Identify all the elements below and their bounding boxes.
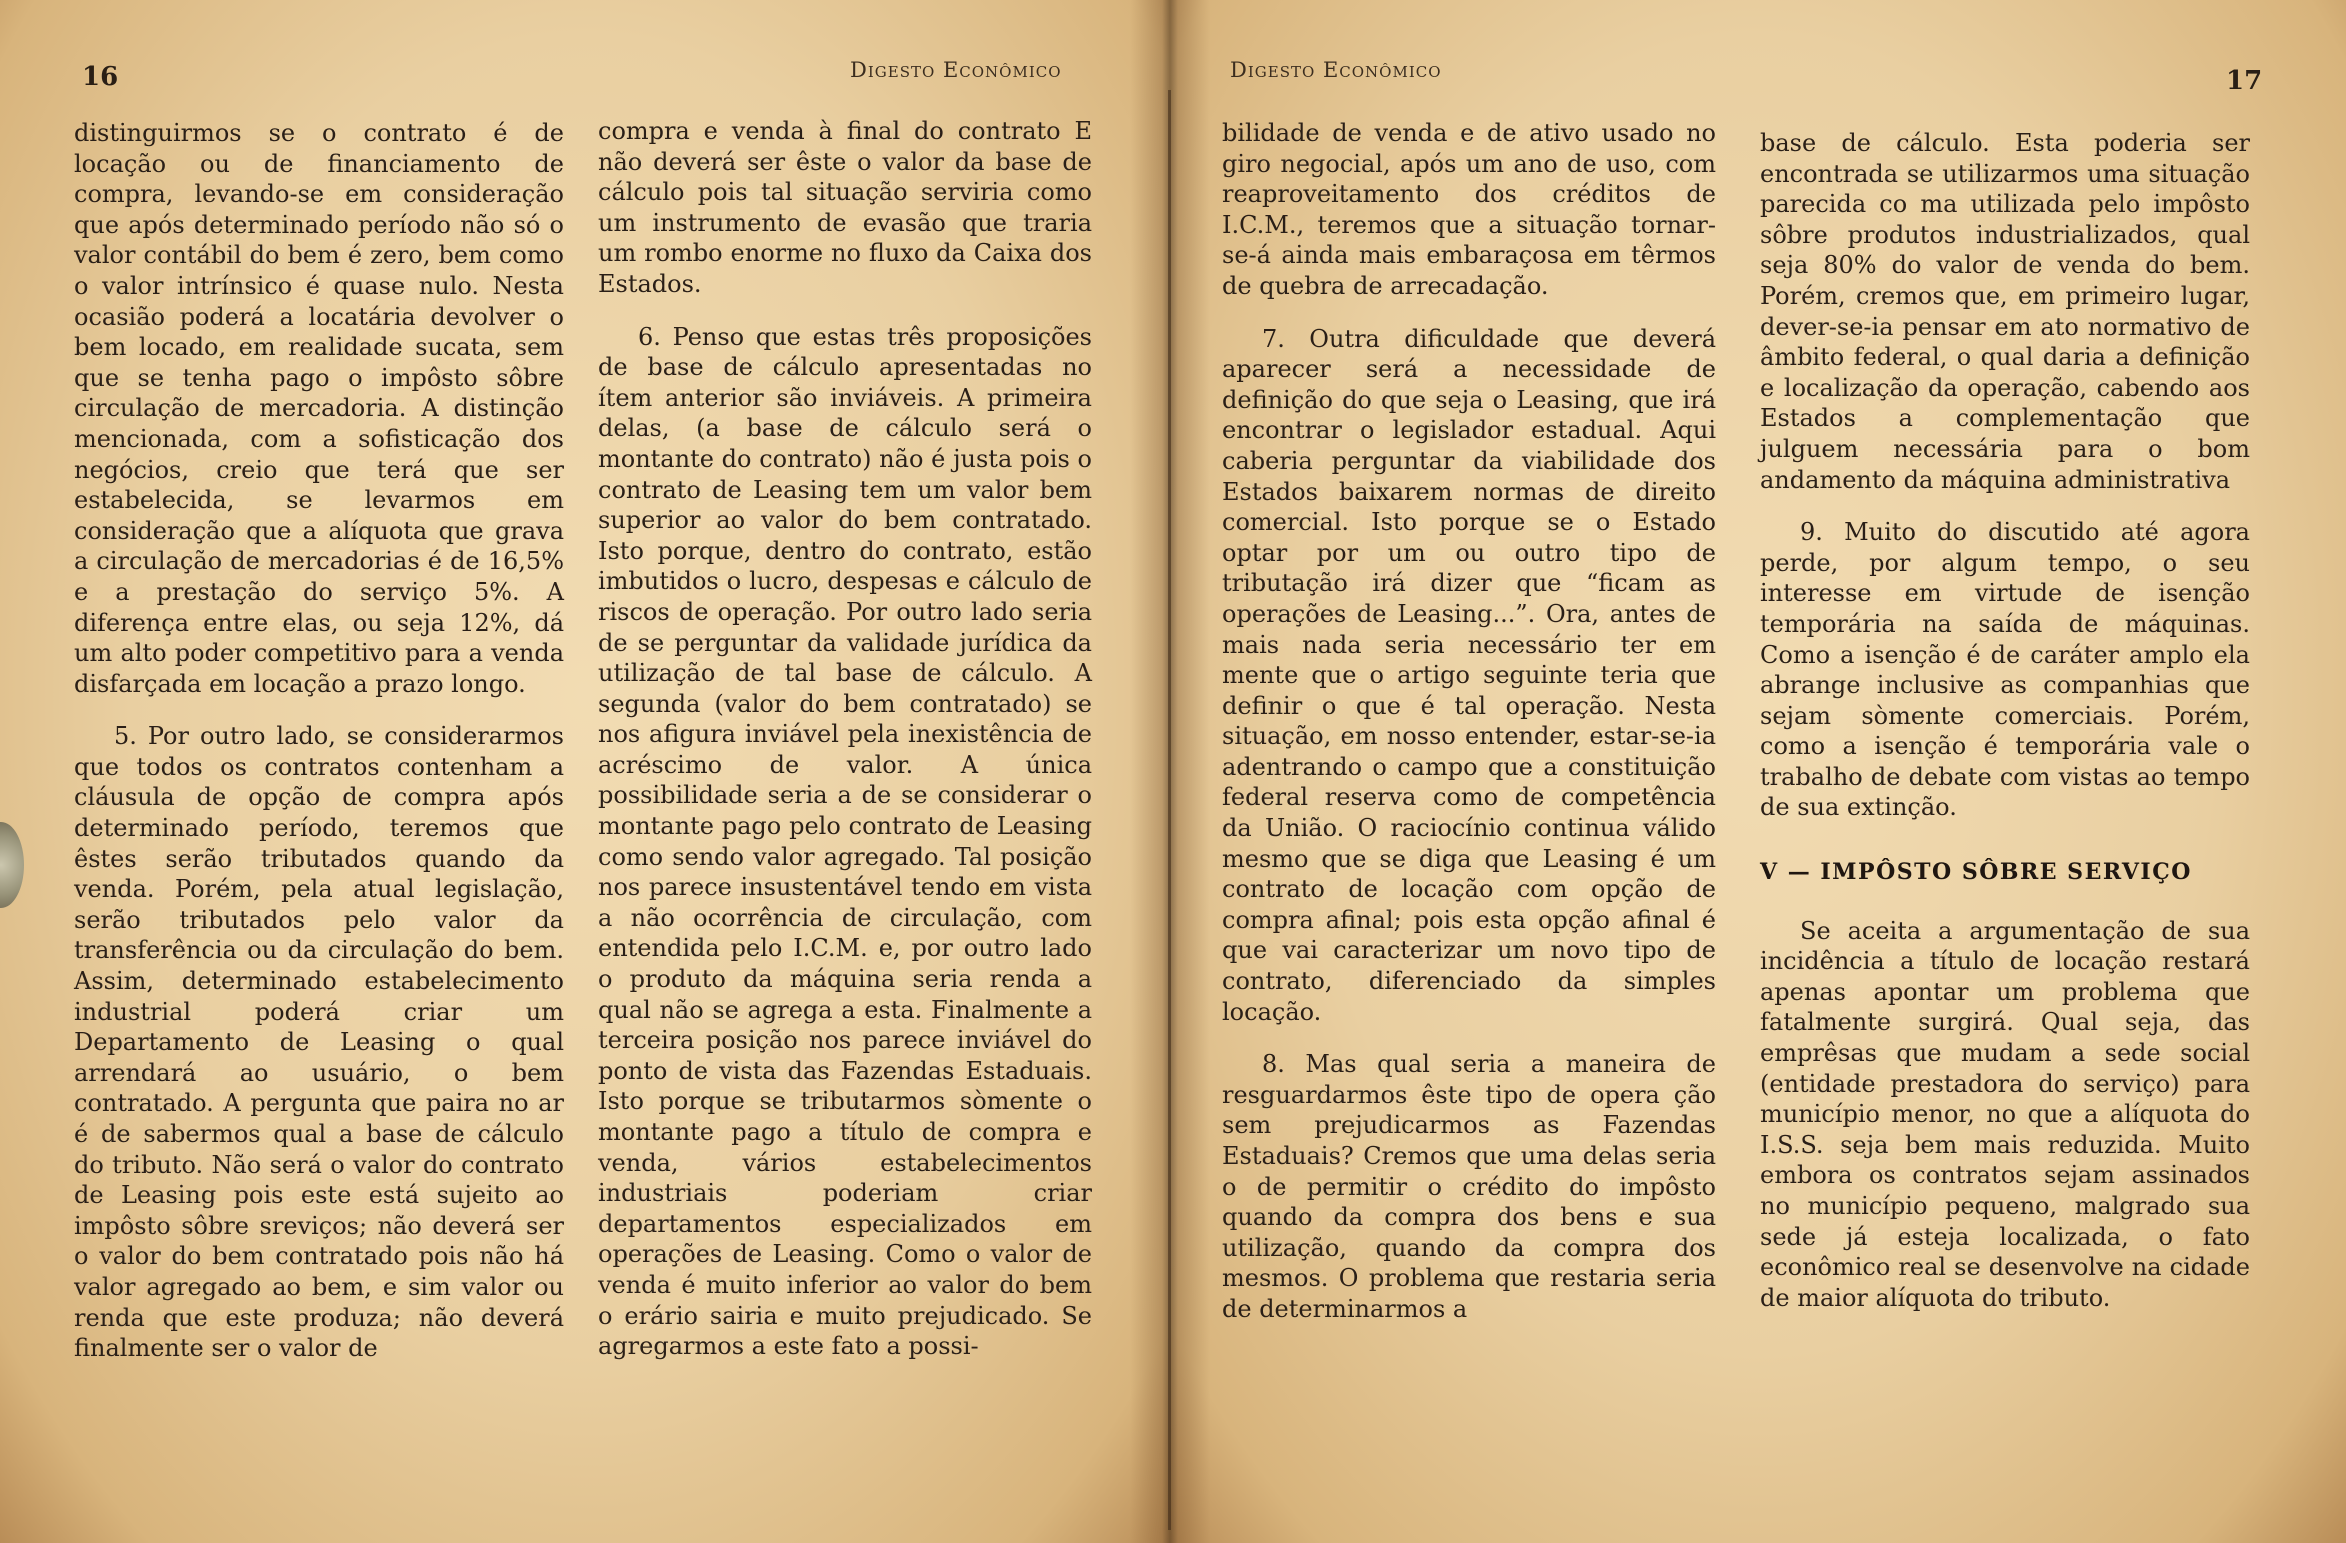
running-head-left: Digesto Econômico bbox=[850, 58, 1062, 82]
section-heading: V — IMPÔSTO SÔBRE SERVIÇO bbox=[1760, 859, 2192, 886]
running-head-right: Digesto Econômico bbox=[1230, 58, 1442, 82]
right-page-column-2 bbox=[1760, 128, 2250, 1313]
paragraph: base de cálculo. Esta poderia ser encontrada se utilizarmos uma situação parecida co ma utilizada pelo impôsto sôbre produtos industrializados, qual seja 80% do valor de venda do bem. Porém, cremos que, em primeiro lugar, dever-se-ia pensar em ato normativo de âmbito federal, o qual daria a definição e localização da operação, cabendo aos Estados a complementação que julguem necessária para o bom andamento da máquina administrativa bbox=[1760, 129, 2250, 494]
paragraph: distinguirmos se o contrato é de locação ou de financiamento de compra, levando-se em consideração que após determinado período não só o valor contábil do bem é zero, bem como o valor intrínsico é quase nulo. Nesta ocasião poderá a locatária devolver o bem locado, em realidade sucata, sem que se tenha pago o impôsto sôbre circulação de mercadoria. A distinção mencionada, com a sofisticação dos negócios, creio que terá que ser estabelecida, se levarmos em consideração que a alíquota que grava a circulação de mercadorias é de 16,5% e a prestação do serviço 5%. A diferença entre elas, ou seja 12%, dá um alto poder competitivo para a venda disfarçada em locação a prazo longo. bbox=[74, 119, 564, 698]
paper-clip-mark bbox=[0, 822, 24, 908]
left-page bbox=[0, 0, 1170, 1543]
left-page-column-1 bbox=[74, 118, 564, 1364]
paragraph: 8. Mas qual seria a maneira de resguardarmos êste tipo de opera ção sem prejudicarmos as Fazendas Estaduais? Cremos que uma delas seria o de permitir o crédito do impôsto quando da compra dos bens e sua utilização, quando da compra dos mesmos. O problema que restaria seria de determinarmos a bbox=[1222, 1050, 1716, 1323]
paragraph: 7. Outra dificuldade que deverá aparecer será a necessidade de definição do que seja o Leasing, que irá encontrar o legislador estadual. Aqui caberia perguntar da viabilidade dos Estados baixarem normas de direito comercial. Isto porque se o Estado optar por um ou outro tipo de tributação irá dizer que “ficam as operações de Leasing...”. Ora, antes de mais nada seria necessário ter em mente que o artigo seguinte teria que definir o que é tal operação. Nesta situação, em nosso entender, estar-se-ia adentrando o campo que a constituição federal reserva como de competência da União. O raciocínio continua válido mesmo que se diga que Leasing é um contrato de locação com opção de compra afinal; pois esta opção afinal é que vai caracterizar um novo tipo de contrato, diferenciado da simples locação. bbox=[1222, 324, 1716, 1026]
paragraph: 9. Muito do discutido até agora perde, por algum tempo, o seu interesse em virtude de isenção temporária na saída de máquinas. Como a isenção é de caráter amplo ela abrange inclusive as companhias que sejam sòmente comerciais. Porém, como a isenção é temporária vale o trabalho de debate com vistas ao tempo de sua extinção. bbox=[1760, 518, 2250, 822]
page-number-left: 16 bbox=[82, 62, 119, 92]
left-page-column-2 bbox=[598, 116, 1092, 1362]
paragraph: 6. Penso que estas três proposições de base de cálculo apresentadas no ítem anterior são inviáveis. A primeira delas, (a base de cálculo será o montante do contrato) não é justa pois o contrato de Leasing tem um valor bem superior ao valor do bem contratado. Isto porque, dentro do contrato, estão imbutidos o lucro, despesas e cálculo de riscos de operação. Por outro lado seria de se perguntar da validade jurídica da utilização de tal base de cálculo. A segunda (valor do bem contratado) se nos afigura inviável pela inexistência de acréscimo de valor. A única possibilidade seria a de se considerar o montante pago pelo contrato de Leasing como sendo valor agregado. Tal posição nos parece insustentável tendo em vista a não ocorrência de circulação, com entendida pelo I.C.M. e, por outro lado o produto da máquina seria renda a qual não se agrega a esta. Finalmente a terceira posição nos parece inviável do ponto de vista das Fazendas Estaduais. Isto porque se tributarmos sòmente o montante pago a título de compra e venda, vários estabelecimentos industriais poderiam criar departamentos especializados em operações de Leasing. Como o valor de venda é muito inferior ao valor do bem o erário sairia e muito prejudicado. Se agregarmos a este fato a possi- bbox=[598, 322, 1092, 1361]
paragraph: bilidade de venda e de ativo usado no giro negocial, após um ano de uso, com reaproveitamento dos créditos de I.C.M., teremos que a situação tornar-se-á ainda mais embaraçosa em têrmos de quebra de arrecadação. bbox=[1222, 119, 1716, 300]
right-page-column-1 bbox=[1222, 118, 1716, 1325]
paragraph: compra e venda à final do contrato E não deverá ser êste o valor da base de cálculo pois tal situação serviria como um instrumento de evasão que traria um rombo enorme no fluxo da Caixa dos Estados. bbox=[598, 117, 1092, 298]
paragraph: 5. Por outro lado, se considerarmos que todos os contratos contenham a cláusula de opção de compra após determinado período, teremos que êstes serão tributados quando da venda. Porém, pela atual legislação, serão tributados pelo valor da transferência ou da circulação do bem. Assim, determinado estabelecimento industrial poderá criar um Departamento de Leasing o qual arrendará ao usuário, o bem contratado. A pergunta que paira no ar é de sabermos qual a base de cálculo do tributo. Não será o valor do contrato de Leasing pois este está sujeito ao impôsto sôbre sreviços; não deverá ser o valor do bem contratado pois não há valor agregado ao bem, e sim valor ou renda que este produza; não deverá finalmente ser o valor de bbox=[74, 722, 564, 1363]
page-number-right: 17 bbox=[2226, 66, 2263, 96]
paragraph: Se aceita a argumentação de sua incidência a título de locação restará apenas apontar um problema que fatalmente surgirá. Qual seja, das emprêsas que mudam a sede social (entidade prestadora do serviço) para município menor, no que a alíquota do I.S.S. seja bem mais reduzida. Muito embora os contratos sejam assinados no município pequeno, malgrado sua sede já esteja localizada, o fato econômico real se desenvolve na cidade de maior alíquota do tributo. bbox=[1760, 916, 2250, 1312]
spine-line bbox=[1168, 90, 1171, 1530]
